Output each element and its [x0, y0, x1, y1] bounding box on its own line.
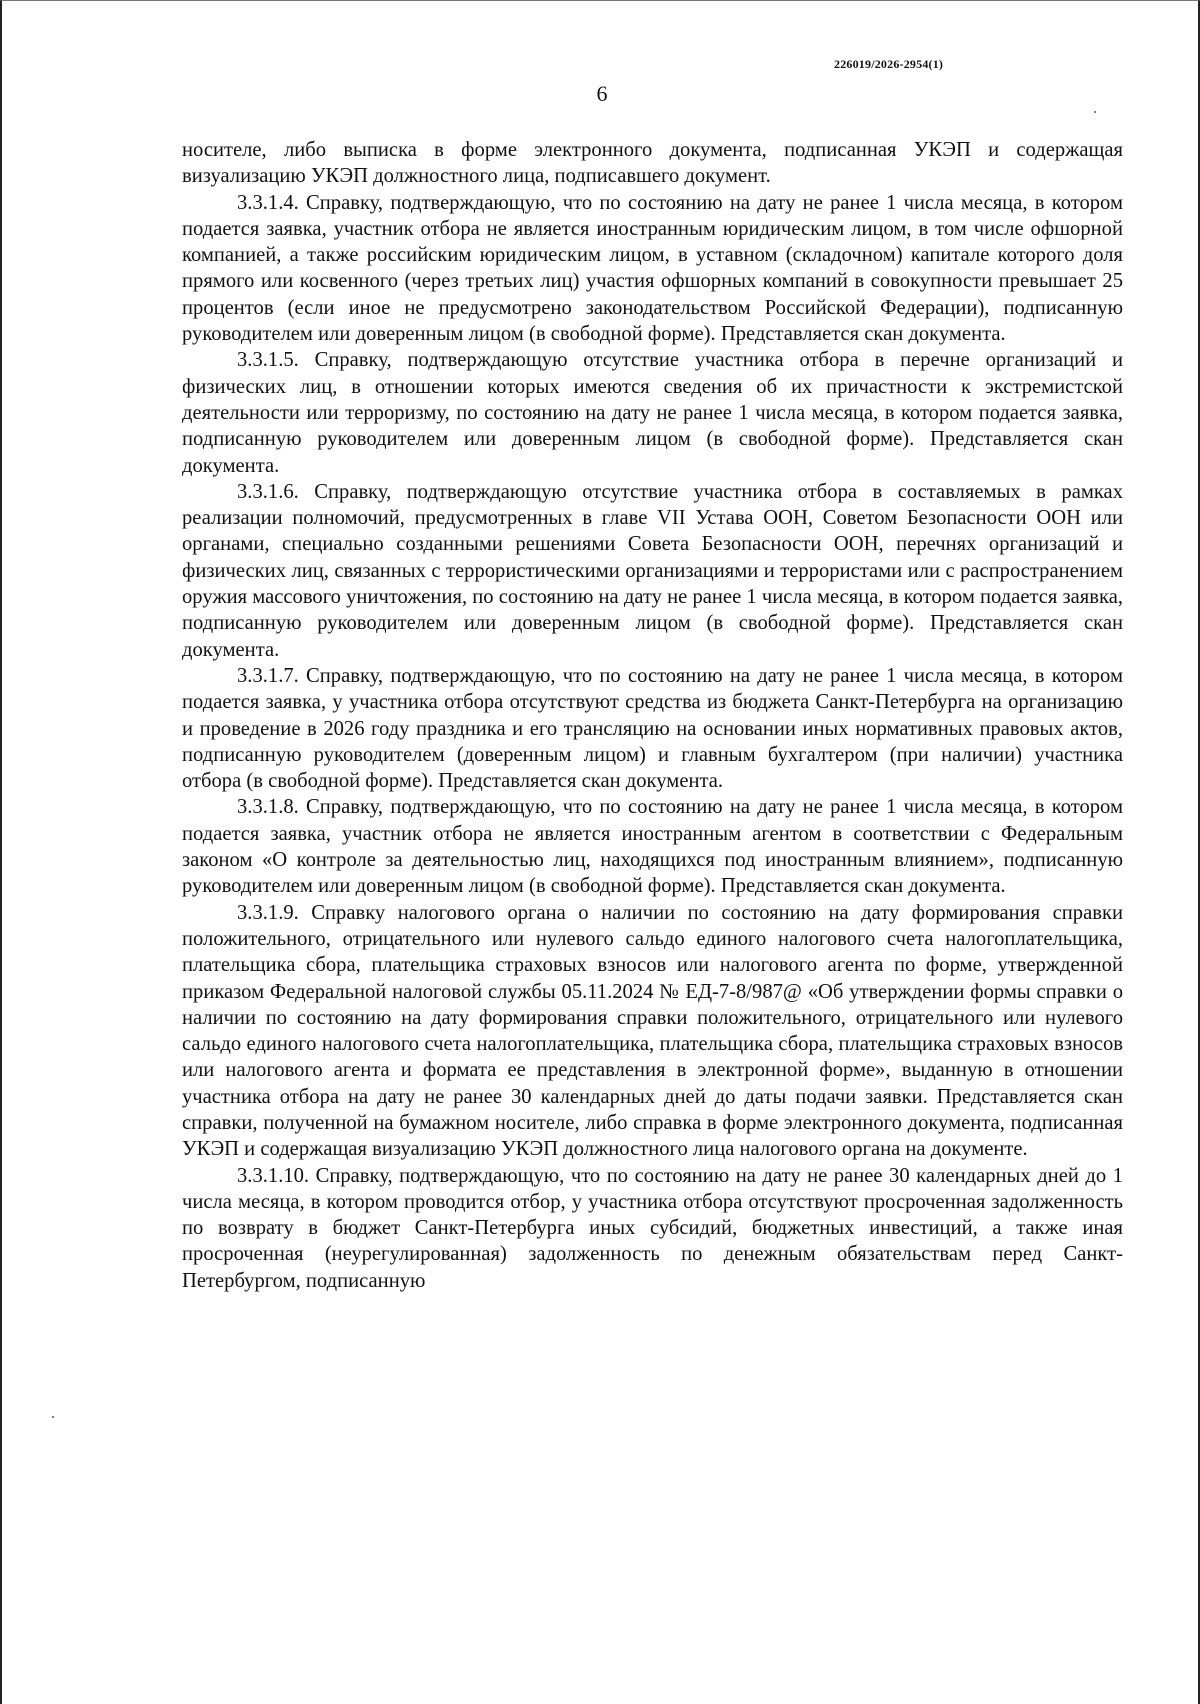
- paragraph-3-3-1-9: 3.3.1.9. Справку налогового органа о наличии по состоянию на дату формирования справки положительного, отрицательного или нулевого сальдо единого налогового счета налогоплательщика, плательщика сбора, плательщика страховых взносов или налогового агента по форме, утвержденной приказом Федеральной налоговой службы 05.11.2024 № ЕД-7-8/987@ «Об утверждении формы справки о наличии по состоянию на дату формирования справки положительного, отрицательного или нулевого сальдо единого налогового счета налогоплательщика, плательщика сбора, плательщика страховых взносов или налогового агента и формата ее представления в электронной форме», выданную в отношении участника отбора на дату не ранее 30 календарных дней до даты подачи заявки. Представляется скан справки, полученной на бумажном носителе, либо справка в форме электронного документа, подписанная УКЭП и содержащая визуализацию УКЭП должностного лица налогового органа на документе.: [182, 901, 1123, 1161]
- paragraph-3-3-1-6: 3.3.1.6. Справку, подтверждающую отсутствие участника отбора в составляемых в рамках реализации полномочий, предусмотренных в главе VII Устава ООН, Советом Безопасности ООН или органами, специально созданными решениями Совета Безопасности ООН, перечнях организаций и физических лиц, связанных с террористическими организациями и террористами или с распространением оружия массового уничтожения, по состоянию на дату не ранее 1 числа месяца, в котором подается заявка, подписанную руководителем или доверенным лицом (в свободной форме). Представляется скан документа.: [182, 480, 1123, 661]
- page-number: 6: [596, 81, 608, 106]
- paragraph-3-3-1-10: 3.3.1.10. Справку, подтверждающую, что по состоянию на дату не ранее 30 календарных дней до 1 числа месяца, в котором проводится отбор, у участника отбора отсутствуют просроченная задолженность по возврату в бюджет Санкт-Петербурга иных субсидий, бюджетных инвестиций, а также иная просроченная (неурегулированная) задолженность по денежным обязательствам перед Санкт-Петербургом, подписанную: [182, 1164, 1123, 1292]
- paragraph-3-3-1-8: 3.3.1.8. Справку, подтверждающую, что по состоянию на дату не ранее 1 числа месяца, в котором подается заявка, участник отбора не является иностранным агентом в соответствии с Федеральным законом «О контроле за деятельностью лиц, находящихся под иностранным влиянием», подписанную руководителем или доверенным лицом (в свободной форме). Представляется скан документа.: [182, 796, 1123, 898]
- document-registration-number: 226019/2026-2954(1): [834, 57, 944, 71]
- scan-speck: [52, 1416, 54, 1418]
- paragraph-continuation: носителе, либо выписка в форме электронного документа, подписанная УКЭП и содержащая визуализацию УКЭП должностного лица, подписавшего документ.: [182, 139, 1123, 188]
- paragraph-3-3-1-7: 3.3.1.7. Справку, подтверждающую, что по состоянию на дату не ранее 1 числа месяца, в котором подается заявка, у участника отбора отсутствуют средства из бюджета Санкт-Петербурга на организацию и проведение в 2026 году праздника и его трансляцию на основании иных нормативных правовых актов, подписанную руководителем (доверенным лицом) и главным бухгалтером (при наличии) участника отбора (в свободной форме). Представляется скан документа.: [182, 664, 1123, 793]
- paragraph-3-3-1-5: 3.3.1.5. Справку, подтверждающую отсутствие участника отбора в перечне организаций и физических лиц, в отношении которых имеются сведения об их причастности к экстремистской деятельности или терроризму, по состоянию на дату не ранее 1 числа месяца, в котором подается заявка, подписанную руководителем или доверенным лицом (в свободной форме). Представляется скан документа.: [182, 349, 1123, 477]
- paragraph-3-3-1-4: 3.3.1.4. Справку, подтверждающую, что по состоянию на дату не ранее 1 числа месяца, в котором подается заявка, участник отбора не является иностранным юридическим лицом, в том числе офшорной компанией, а также российским юридическим лицом, в уставном (складочном) капитале которого доля прямого или косвенного (через третьих лиц) участия офшорных компаний в совокупности превышает 25 процентов (если иное не предусмотрено законодательством Российской Федерации), подписанную руководителем или доверенным лицом (в свободной форме). Представляется скан документа.: [182, 191, 1123, 346]
- scan-speck: [1094, 111, 1096, 113]
- document-body: [182, 137, 1123, 1294]
